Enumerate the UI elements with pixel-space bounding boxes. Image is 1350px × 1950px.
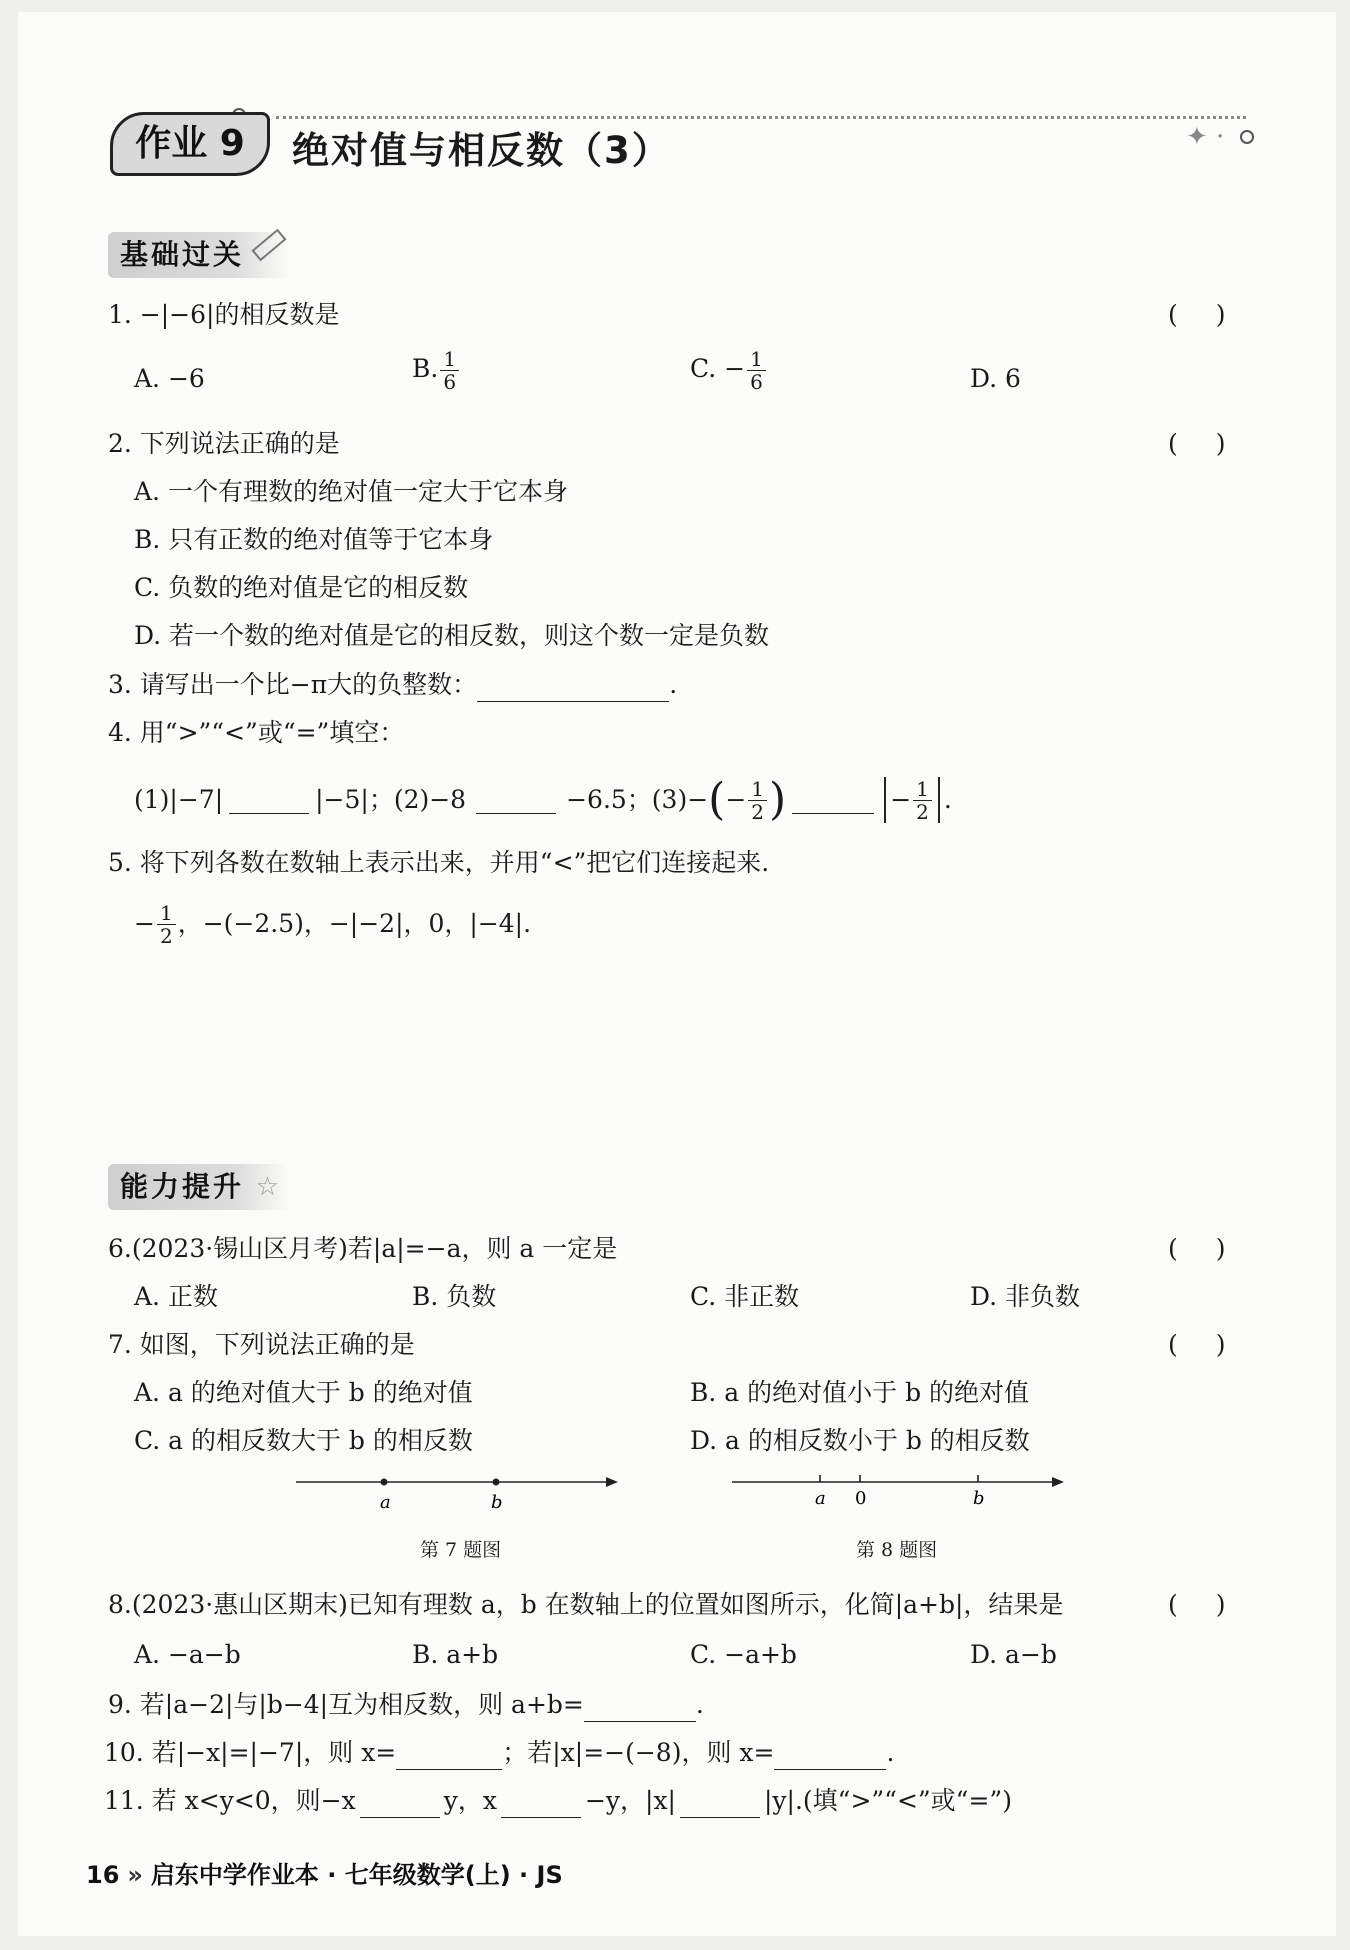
header-circle-right xyxy=(1240,130,1254,144)
q7-option-c[interactable]: C. a 的相反数大于 b 的相反数 xyxy=(134,1426,473,1455)
book-title: 启东中学作业本 · 七年级数学(上) · JS xyxy=(150,1861,563,1889)
q6-option-d[interactable]: D. 非负数 xyxy=(970,1282,1081,1311)
q4-half-num-2: 1 xyxy=(913,778,932,801)
homework-badge-label: 作业 9 xyxy=(135,123,245,164)
q7-option-d[interactable]: D. a 的相反数小于 b 的相反数 xyxy=(690,1426,1030,1455)
q1-answer-paren[interactable]: ( ) xyxy=(1168,300,1226,329)
fig7-number-line xyxy=(296,1468,626,1518)
q1-stem: 1. −|−6|的相反数是 xyxy=(108,300,340,329)
q7-stem: 7. 如图，下列说法正确的是 xyxy=(108,1330,415,1359)
q6-stem: 6.(2023·锡山区月考)若|a|=−a，则 a 一定是 xyxy=(108,1234,618,1263)
fig7-arrow-icon xyxy=(606,1477,618,1487)
q4-blank-3[interactable] xyxy=(792,787,874,814)
q4-abs-bar-left xyxy=(884,777,886,823)
page-footer xyxy=(86,1855,563,1890)
q11-part3: −y，|x| xyxy=(584,1786,676,1815)
q8-option-a[interactable]: A. −a−b xyxy=(134,1640,241,1669)
q4-half-fraction-2 xyxy=(913,778,932,823)
fig8-caption: 第 8 题图 xyxy=(856,1539,938,1561)
q7-option-a[interactable]: A. a 的绝对值大于 b 的绝对值 xyxy=(134,1378,473,1407)
q2-option-d[interactable]: D. 若一个数的绝对值是它的相反数，则这个数一定是负数 xyxy=(134,621,770,650)
fig8-label-0: 0 xyxy=(855,1488,867,1509)
q1-option-c[interactable] xyxy=(690,348,768,393)
q2-option-b[interactable]: B. 只有正数的绝对值等于它本身 xyxy=(134,525,494,554)
q5-half-fraction xyxy=(157,902,176,947)
q10-part2: ；若|x|=−(−8)，则 x= xyxy=(502,1738,775,1767)
double-chevron-icon: » xyxy=(127,1861,143,1889)
q10-answer-blank-2[interactable] xyxy=(774,1743,886,1770)
q4-part1: (1)|−7| xyxy=(134,785,224,814)
q1-option-b[interactable] xyxy=(412,348,461,393)
q11-part2: y，x xyxy=(443,1786,497,1815)
page-title: 绝对值与相反数（3） xyxy=(292,129,671,172)
header-dotted-line xyxy=(276,116,1246,119)
q3-stem: 3. 请写出一个比−π大的负整数： xyxy=(108,670,478,699)
section-ability xyxy=(108,1164,290,1210)
sparkle-icon: ✦ · xyxy=(1186,122,1225,152)
q9-end: . xyxy=(695,1690,704,1719)
q4-part2: |−5|；(2)−8 xyxy=(315,785,467,814)
q5-neg-sign: − xyxy=(134,909,155,938)
q10 xyxy=(104,1736,894,1770)
q5-stem: 5. 将下列各数在数轴上表示出来，并用“<”把它们连接起来. xyxy=(108,848,770,877)
q4-parts xyxy=(134,772,952,828)
q6-option-b[interactable]: B. 负数 xyxy=(412,1282,497,1311)
q3-answer-blank[interactable] xyxy=(477,675,669,702)
q11 xyxy=(104,1784,1012,1818)
q4-right-paren: ) xyxy=(769,774,787,825)
q8-option-d[interactable]: D. a−b xyxy=(970,1640,1057,1669)
q6-option-a[interactable]: A. 正数 xyxy=(134,1282,218,1311)
q11-answer-blank-2[interactable] xyxy=(501,1791,581,1818)
q11-answer-blank-3[interactable] xyxy=(680,1791,760,1818)
pencil-icon xyxy=(251,229,286,262)
q9-answer-blank[interactable] xyxy=(584,1695,696,1722)
q4-neg-sign: − xyxy=(725,785,747,814)
q1-b-frac-den: 6 xyxy=(443,370,457,394)
q10-end: . xyxy=(886,1738,895,1767)
q1-option-a[interactable]: A. −6 xyxy=(134,364,205,393)
q5-frac-num: 1 xyxy=(157,902,176,925)
fig7-point-a xyxy=(381,1479,388,1486)
q11-part4: |y|.(填“>”“<”或“=”) xyxy=(764,1786,1012,1815)
fig7-label-b: b xyxy=(491,1492,503,1513)
q4-neg-sign-2: − xyxy=(890,785,912,814)
q8-answer-paren[interactable]: ( ) xyxy=(1168,1590,1226,1619)
q2-option-c[interactable]: C. 负数的绝对值是它的相反数 xyxy=(134,573,469,602)
fig7-point-b xyxy=(493,1479,500,1486)
q6-option-c[interactable]: C. 非正数 xyxy=(690,1282,800,1311)
q8-stem: 8.(2023·惠山区期末)已知有理数 a，b 在数轴上的位置如图所示，化简|a+b|，结果是 xyxy=(108,1590,1064,1619)
section-basic xyxy=(108,232,290,278)
q1-c-frac-num: 1 xyxy=(747,348,766,371)
q9-stem: 9. 若|a−2|与|b−4|互为相反数，则 a+b= xyxy=(108,1690,584,1719)
star-icon: ☆ xyxy=(255,1172,283,1202)
q4-blank-1[interactable] xyxy=(229,787,309,814)
q6-answer-paren[interactable]: ( ) xyxy=(1168,1234,1226,1263)
fig7-label-a: a xyxy=(380,1492,391,1513)
q4-abs-bar-right xyxy=(938,777,940,823)
q4-part3: −6.5；(3)− xyxy=(566,785,709,814)
q4-stem: 4. 用“>”“<”或“=”填空： xyxy=(108,718,405,747)
q2-answer-paren[interactable]: ( ) xyxy=(1168,429,1226,458)
q4-half-den-1: 2 xyxy=(751,799,765,824)
q7-option-b[interactable]: B. a 的绝对值小于 b 的绝对值 xyxy=(690,1378,1030,1407)
q4-half-num-1: 1 xyxy=(748,778,767,801)
q1-option-b-fraction xyxy=(440,348,459,393)
fig8-arrow-icon xyxy=(1052,1477,1064,1487)
section-ability-label: 能力提升 xyxy=(120,1170,245,1203)
q3 xyxy=(108,668,677,702)
q8-option-b[interactable]: B. a+b xyxy=(412,1640,499,1669)
q2-stem: 2. 下列说法正确的是 xyxy=(108,429,340,458)
q2-option-a[interactable]: A. 一个有理数的绝对值一定大于它本身 xyxy=(134,477,568,506)
q1-c-frac-den: 6 xyxy=(750,370,763,394)
fig7-caption: 第 7 题图 xyxy=(420,1539,502,1561)
q1-option-c-fraction xyxy=(747,348,766,393)
section-basic-label: 基础过关 xyxy=(120,238,245,271)
q4-blank-2[interactable] xyxy=(476,787,556,814)
homework-badge xyxy=(110,112,270,176)
q1-option-d[interactable]: D. 6 xyxy=(970,364,1021,393)
q10-answer-blank-1[interactable] xyxy=(396,1743,502,1770)
q4-left-paren: ( xyxy=(708,774,726,825)
fig8-number-line xyxy=(732,1470,1072,1520)
q1-option-c-prefix: C. − xyxy=(690,354,746,383)
q1-b-frac-num: 1 xyxy=(440,348,459,371)
q1-option-b-prefix: B. xyxy=(412,354,439,383)
fig8-label-b: b xyxy=(973,1488,985,1509)
q3-end: . xyxy=(669,670,678,699)
q4-half-fraction-1 xyxy=(748,778,767,823)
q9 xyxy=(108,1688,704,1722)
q11-part1: 11. 若 x<y<0，则−x xyxy=(104,1786,356,1815)
q5-number-list xyxy=(134,898,531,950)
fig8-label-a: a xyxy=(815,1488,826,1509)
page-number: 16 xyxy=(86,1861,120,1889)
q4-half-den-2: 2 xyxy=(916,799,929,824)
q11-answer-blank-1[interactable] xyxy=(360,1791,440,1818)
q10-part1: 10. 若|−x|=|−7|，则 x= xyxy=(104,1738,397,1767)
q5-list-rest: ，−(−2.5)，−|−2|，0，|−4|. xyxy=(177,909,532,938)
q5-frac-den: 2 xyxy=(159,923,173,948)
q7-answer-paren[interactable]: ( ) xyxy=(1168,1330,1226,1359)
q4-end: . xyxy=(943,785,952,814)
q8-option-c[interactable]: C. −a+b xyxy=(690,1640,797,1669)
